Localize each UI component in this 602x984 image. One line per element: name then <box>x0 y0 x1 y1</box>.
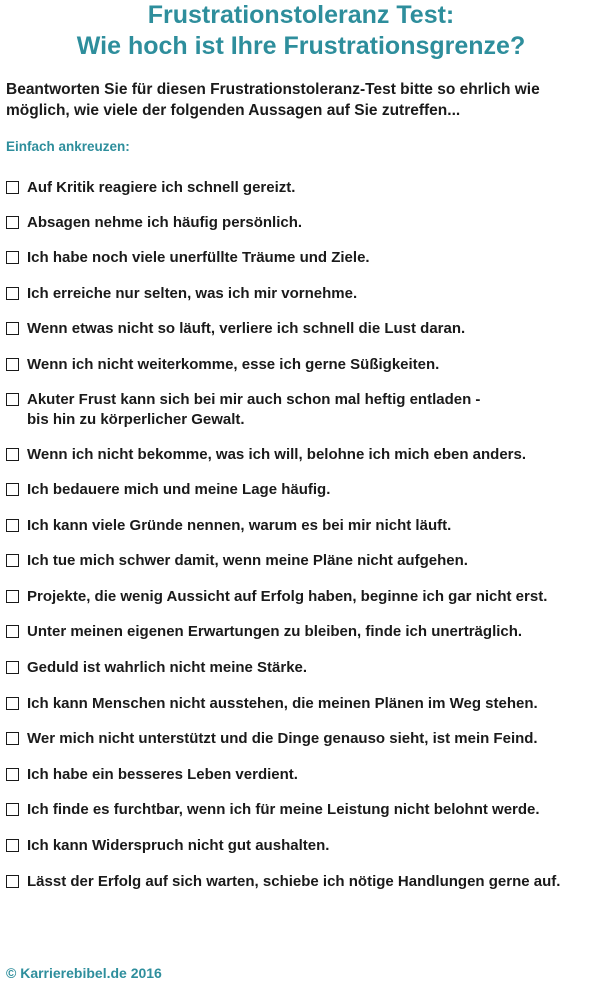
item-text <box>27 213 302 233</box>
item-line: Akuter Frust kann sich bei mir auch schon mal heftig entladen - <box>27 391 481 408</box>
checklist-item[interactable] <box>6 587 547 607</box>
page-title <box>0 0 602 62</box>
title-line-1: Frustrationstoleranz Test: <box>147 1 455 29</box>
checkbox-icon[interactable] <box>6 590 19 603</box>
copyright-footer: © Karrierebibel.de 2016 <box>6 965 162 981</box>
checklist-item[interactable] <box>6 872 560 892</box>
checklist-item[interactable] <box>6 622 522 642</box>
checkbox-icon[interactable] <box>6 448 19 461</box>
item-text <box>27 178 295 198</box>
checklist-item[interactable] <box>6 319 465 339</box>
checklist-item[interactable] <box>6 765 298 785</box>
item-line: Lässt der Erfolg auf sich warten, schiebe ich nötige Handlungen gerne auf. <box>27 873 561 890</box>
checkbox-icon[interactable] <box>6 625 19 638</box>
item-line: Ich kann Menschen nicht ausstehen, die meinen Plänen im Weg stehen. <box>27 695 538 712</box>
item-text <box>27 445 526 465</box>
item-line: Ich kann viele Gründe nennen, warum es bei mir nicht läuft. <box>27 517 452 534</box>
subheading: Einfach ankreuzen: <box>6 139 130 154</box>
item-text <box>27 284 357 304</box>
checklist-item[interactable] <box>6 836 329 856</box>
item-line: Ich kann Widerspruch nicht gut aushalten. <box>27 837 330 854</box>
checkbox-icon[interactable] <box>6 251 19 264</box>
checkbox-icon[interactable] <box>6 697 19 710</box>
checklist-item[interactable] <box>6 178 295 198</box>
item-line: Wer mich nicht unterstützt und die Dinge genauso sieht, ist mein Feind. <box>27 730 538 747</box>
item-line: Ich erreiche nur selten, was ich mir vornehme. <box>27 285 358 302</box>
item-line: Wenn etwas nicht so läuft, verliere ich schnell die Lust daran. <box>27 320 466 337</box>
checkbox-icon[interactable] <box>6 768 19 781</box>
checklist-item[interactable] <box>6 480 330 500</box>
checklist-item[interactable] <box>6 390 480 430</box>
checkbox-icon[interactable] <box>6 803 19 816</box>
checkbox-icon[interactable] <box>6 216 19 229</box>
checkbox-icon[interactable] <box>6 875 19 888</box>
checklist-item[interactable] <box>6 516 451 536</box>
item-text <box>27 729 538 749</box>
item-line: Ich finde es furchtbar, wenn ich für meine Leistung nicht belohnt werde. <box>27 801 540 818</box>
checklist-item[interactable] <box>6 800 540 820</box>
checkbox-icon[interactable] <box>6 181 19 194</box>
checklist-item[interactable] <box>6 551 468 571</box>
item-text <box>27 765 298 785</box>
item-text <box>27 622 522 642</box>
item-text <box>27 355 439 375</box>
checkbox-icon[interactable] <box>6 483 19 496</box>
checkbox-icon[interactable] <box>6 839 19 852</box>
checkbox-icon[interactable] <box>6 661 19 674</box>
checkbox-icon[interactable] <box>6 554 19 567</box>
item-line: Geduld ist wahrlich nicht meine Stärke. <box>27 659 308 676</box>
item-text <box>27 800 540 820</box>
checklist-item[interactable] <box>6 445 526 465</box>
item-line: Ich bedauere mich und meine Lage häufig. <box>27 481 331 498</box>
item-text <box>27 248 370 268</box>
item-text <box>27 694 538 714</box>
item-line: Ich habe ein besseres Leben verdient. <box>27 766 298 783</box>
item-line-2: bis hin zu körperlicher Gewalt. <box>27 411 245 428</box>
title-line-2: Wie hoch ist Ihre Frustrationsgrenze? <box>76 32 526 60</box>
checkbox-icon[interactable] <box>6 519 19 532</box>
checkbox-icon[interactable] <box>6 322 19 335</box>
item-line: Absagen nehme ich häufig persönlich. <box>27 214 303 231</box>
checklist-item[interactable] <box>6 729 538 749</box>
checklist-item[interactable] <box>6 248 370 268</box>
item-text <box>27 551 468 571</box>
checkbox-icon[interactable] <box>6 358 19 371</box>
checklist-item[interactable] <box>6 658 307 678</box>
item-text <box>27 516 451 536</box>
checkbox-icon[interactable] <box>6 393 19 406</box>
item-text <box>27 587 547 607</box>
checklist-item[interactable] <box>6 213 302 233</box>
checklist-item[interactable] <box>6 694 538 714</box>
intro-text: Beantworten Sie für diesen Frustrationstoleranz-Test bitte so ehrlich wie möglich, wie viele der folgenden Aussagen auf Sie zutreffen... <box>6 81 540 119</box>
item-line: Wenn ich nicht weiterkomme, esse ich gerne Süßigkeiten. <box>27 356 440 373</box>
item-line: Auf Kritik reagiere ich schnell gereizt. <box>27 179 296 196</box>
item-line: Projekte, die wenig Aussicht auf Erfolg haben, beginne ich gar nicht erst. <box>27 588 548 605</box>
item-line: Wenn ich nicht bekomme, was ich will, belohne ich mich eben anders. <box>27 446 527 463</box>
checkbox-icon[interactable] <box>6 287 19 300</box>
item-text <box>27 480 330 500</box>
item-text <box>27 658 307 678</box>
item-text <box>27 872 560 892</box>
checklist-item[interactable] <box>6 284 357 304</box>
item-line: Unter meinen eigenen Erwartungen zu bleiben, finde ich unerträglich. <box>27 623 523 640</box>
item-text <box>27 319 465 339</box>
checklist-item[interactable] <box>6 355 439 375</box>
item-text <box>27 836 329 856</box>
checkbox-icon[interactable] <box>6 732 19 745</box>
item-line: Ich habe noch viele unerfüllte Träume und Ziele. <box>27 249 370 266</box>
item-line: Ich tue mich schwer damit, wenn meine Pläne nicht aufgehen. <box>27 552 468 569</box>
item-text <box>27 390 480 430</box>
